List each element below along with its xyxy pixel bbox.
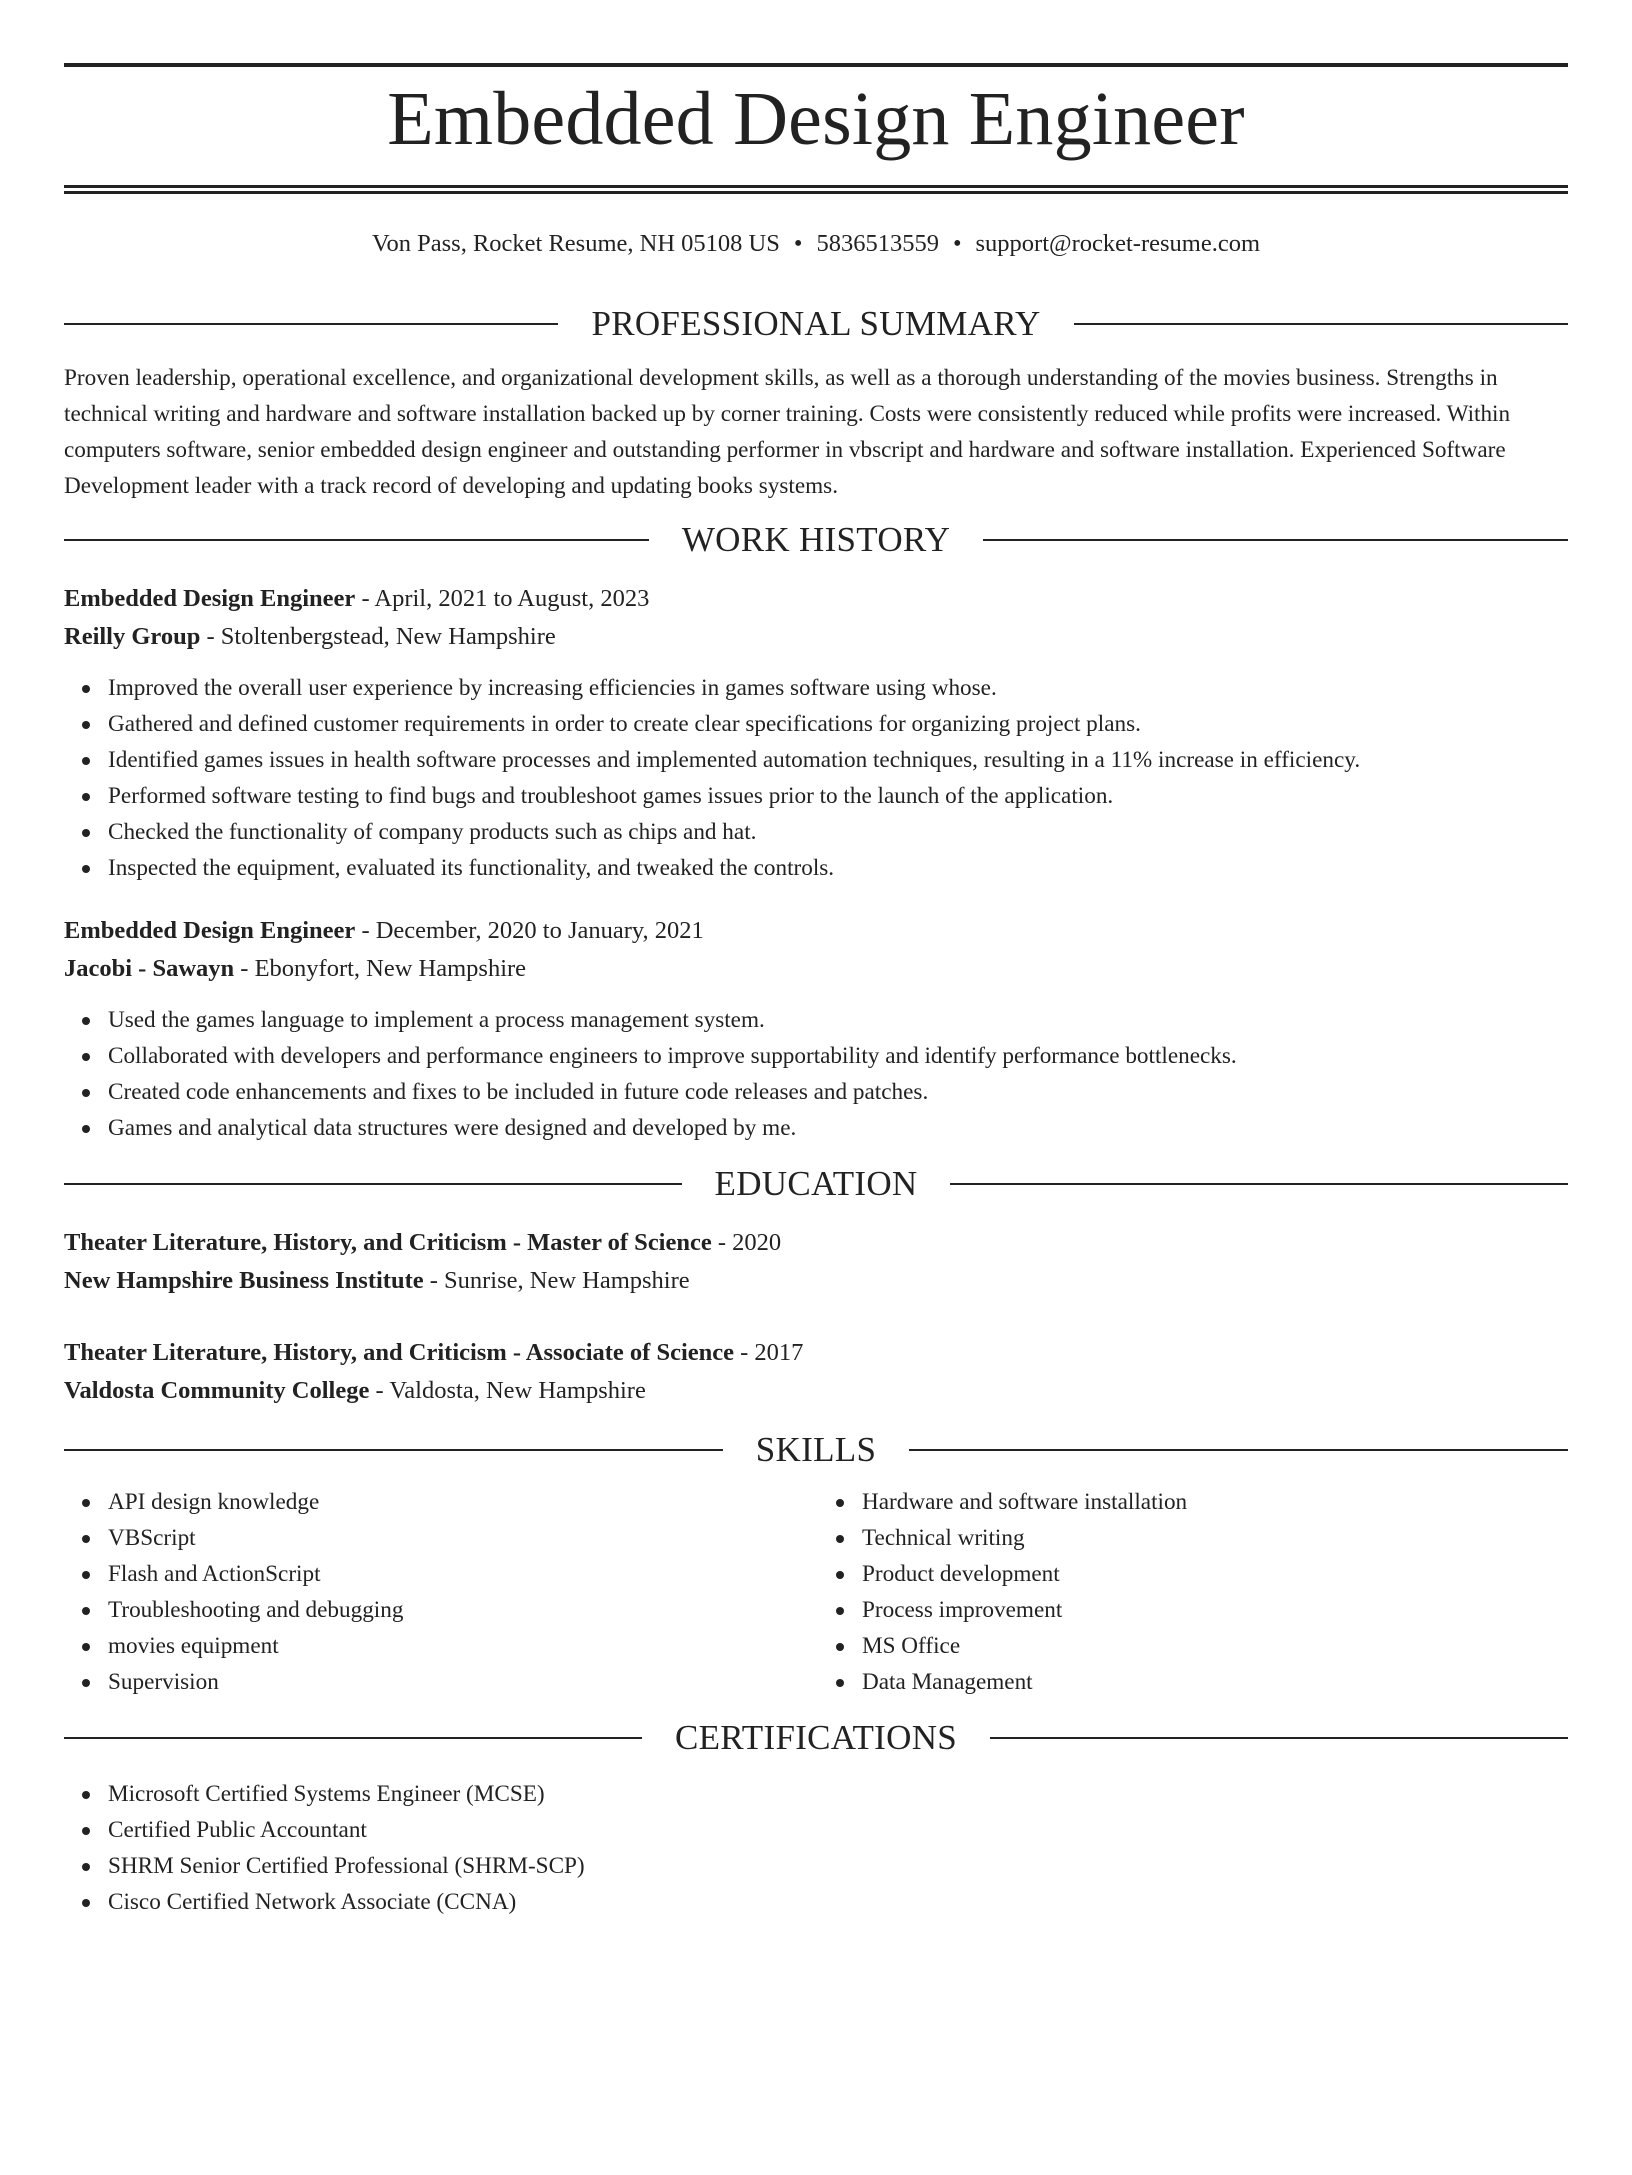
list-item: Flash and ActionScript	[108, 1556, 764, 1592]
section-title-certifications: CERTIFICATIONS	[674, 1718, 958, 1757]
job-location: - Ebonyfort, New Hampshire	[234, 955, 527, 982]
list-item: Process improvement	[862, 1592, 1464, 1628]
list-item: Product development	[862, 1556, 1464, 1592]
list-item: Used the games language to implement a process management system.	[108, 1002, 1568, 1038]
job-entry	[64, 912, 1568, 1146]
job-title-line	[64, 580, 1568, 618]
education-school: New Hampshire Business Institute	[64, 1267, 424, 1294]
job-bullets	[64, 670, 1568, 886]
list-item: Inspected the equipment, evaluated its functionality, and tweaked the controls.	[108, 850, 1568, 886]
education-location: - Valdosta, New Hampshire	[369, 1377, 646, 1404]
list-item: Checked the functionality of company products such as chips and hat.	[108, 814, 1568, 850]
summary-text: Proven leadership, operational excellence, and organizational development skills, as well as a thorough understanding of the movies business. Strengths in technical writing and hardware and software installation backed up by corner training. Costs were consistently reduced while profits were increased. Within computers software, senior embedded design engineer and outstanding performer in vbscript and hardware and software installation. Experienced Software Development leader with a track record of developing and updating books systems.	[64, 365, 1511, 499]
list-item: Games and analytical data structures were designed and developed by me.	[108, 1110, 1568, 1146]
contact-separator: •	[793, 230, 803, 257]
list-item: API design knowledge	[108, 1484, 764, 1520]
education-year: - 2020	[711, 1229, 782, 1256]
section-title-work: WORK HISTORY	[681, 520, 951, 559]
section-rule-right	[909, 1449, 1568, 1451]
education-location: - Sunrise, New Hampshire	[423, 1267, 690, 1294]
section-rule-right	[983, 539, 1568, 541]
list-item: Hardware and software installation	[862, 1484, 1464, 1520]
section-rule-left	[64, 1449, 723, 1451]
section-rule-right	[990, 1737, 1568, 1739]
job-title-line	[64, 912, 1568, 950]
section-title-education: EDUCATION	[714, 1164, 918, 1203]
job-role: Embedded Design Engineer	[64, 917, 356, 944]
job-entry	[64, 580, 1568, 886]
contact-separator: •	[952, 230, 962, 257]
education-degree: Theater Literature, History, and Criticism - Associate of Science	[64, 1339, 734, 1366]
list-item: Improved the overall user experience by increasing efficiencies in games software using whose.	[108, 670, 1568, 706]
list-item: MS Office	[862, 1628, 1464, 1664]
skills-list-left	[64, 1484, 764, 1700]
list-item: Supervision	[108, 1664, 764, 1700]
job-location: - Stoltenbergstead, New Hampshire	[200, 623, 556, 650]
contact-email: support@rocket-resume.com	[975, 230, 1261, 257]
list-item: VBScript	[108, 1520, 764, 1556]
job-company-line	[64, 950, 1568, 988]
certifications-list	[64, 1776, 1568, 1920]
section-header-summary	[64, 302, 1568, 346]
education-entry	[64, 1224, 1568, 1300]
list-item: Collaborated with developers and performance engineers to improve supportability and identify performance bottlenecks.	[108, 1038, 1568, 1074]
education-school: Valdosta Community College	[64, 1377, 370, 1404]
job-company: Jacobi - Sawayn	[64, 955, 235, 982]
education-entry	[64, 1334, 1568, 1410]
section-rule-right	[1074, 323, 1568, 325]
list-item: Identified games issues in health software processes and implemented automation techniques, resulting in a 11% increase in efficiency.	[108, 742, 1568, 778]
list-item: SHRM Senior Certified Professional (SHRM-SCP)	[108, 1848, 1568, 1884]
job-company-line	[64, 618, 1568, 656]
education-school-line	[64, 1372, 1568, 1410]
list-item: Data Management	[862, 1664, 1464, 1700]
education-degree-line	[64, 1334, 1568, 1372]
section-header-certifications	[64, 1716, 1568, 1760]
section-rule-left	[64, 1183, 682, 1185]
section-rule-left	[64, 539, 649, 541]
list-item: Microsoft Certified Systems Engineer (MCSE)	[108, 1776, 1568, 1812]
section-title-summary: PROFESSIONAL SUMMARY	[591, 304, 1041, 343]
top-divider	[64, 63, 1568, 67]
resume-page	[0, 63, 1632, 2175]
education-year: - 2017	[734, 1339, 804, 1366]
skills-list-right	[764, 1484, 1464, 1700]
job-dates: - December, 2020 to January, 2021	[355, 917, 704, 944]
section-header-skills	[64, 1428, 1568, 1472]
list-item: Cisco Certified Network Associate (CCNA)	[108, 1884, 1568, 1920]
title-double-divider	[64, 185, 1568, 194]
list-item: Created code enhancements and fixes to be included in future code releases and patches.	[108, 1074, 1568, 1110]
section-header-education	[64, 1162, 1568, 1206]
job-role: Embedded Design Engineer	[64, 585, 356, 612]
education-degree-line	[64, 1224, 1568, 1262]
section-rule-left	[64, 323, 558, 325]
job-company: Reilly Group	[64, 623, 201, 650]
section-header-work	[64, 518, 1568, 562]
contact-address: Von Pass, Rocket Resume, NH 05108 US	[371, 230, 780, 257]
job-bullets	[64, 1002, 1568, 1146]
list-item: Gathered and defined customer requirements in order to create clear specifications for organizing project plans.	[108, 706, 1568, 742]
list-item: Certified Public Accountant	[108, 1812, 1568, 1848]
section-rule-right	[950, 1183, 1568, 1185]
list-item: Technical writing	[862, 1520, 1464, 1556]
skills-grid	[64, 1484, 1568, 1700]
job-dates: - April, 2021 to August, 2023	[355, 585, 650, 612]
list-item: movies equipment	[108, 1628, 764, 1664]
resume-title: Embedded Design Engineer	[387, 77, 1245, 161]
education-degree: Theater Literature, History, and Criticism - Master of Science	[64, 1229, 712, 1256]
contact-phone: 5836513559	[816, 230, 939, 257]
section-title-skills: SKILLS	[755, 1430, 877, 1469]
list-item: Performed software testing to find bugs and troubleshoot games issues prior to the launch of the application.	[108, 778, 1568, 814]
contact-line	[64, 228, 1568, 260]
list-item: Troubleshooting and debugging	[108, 1592, 764, 1628]
education-school-line	[64, 1262, 1568, 1300]
section-rule-left	[64, 1737, 642, 1739]
